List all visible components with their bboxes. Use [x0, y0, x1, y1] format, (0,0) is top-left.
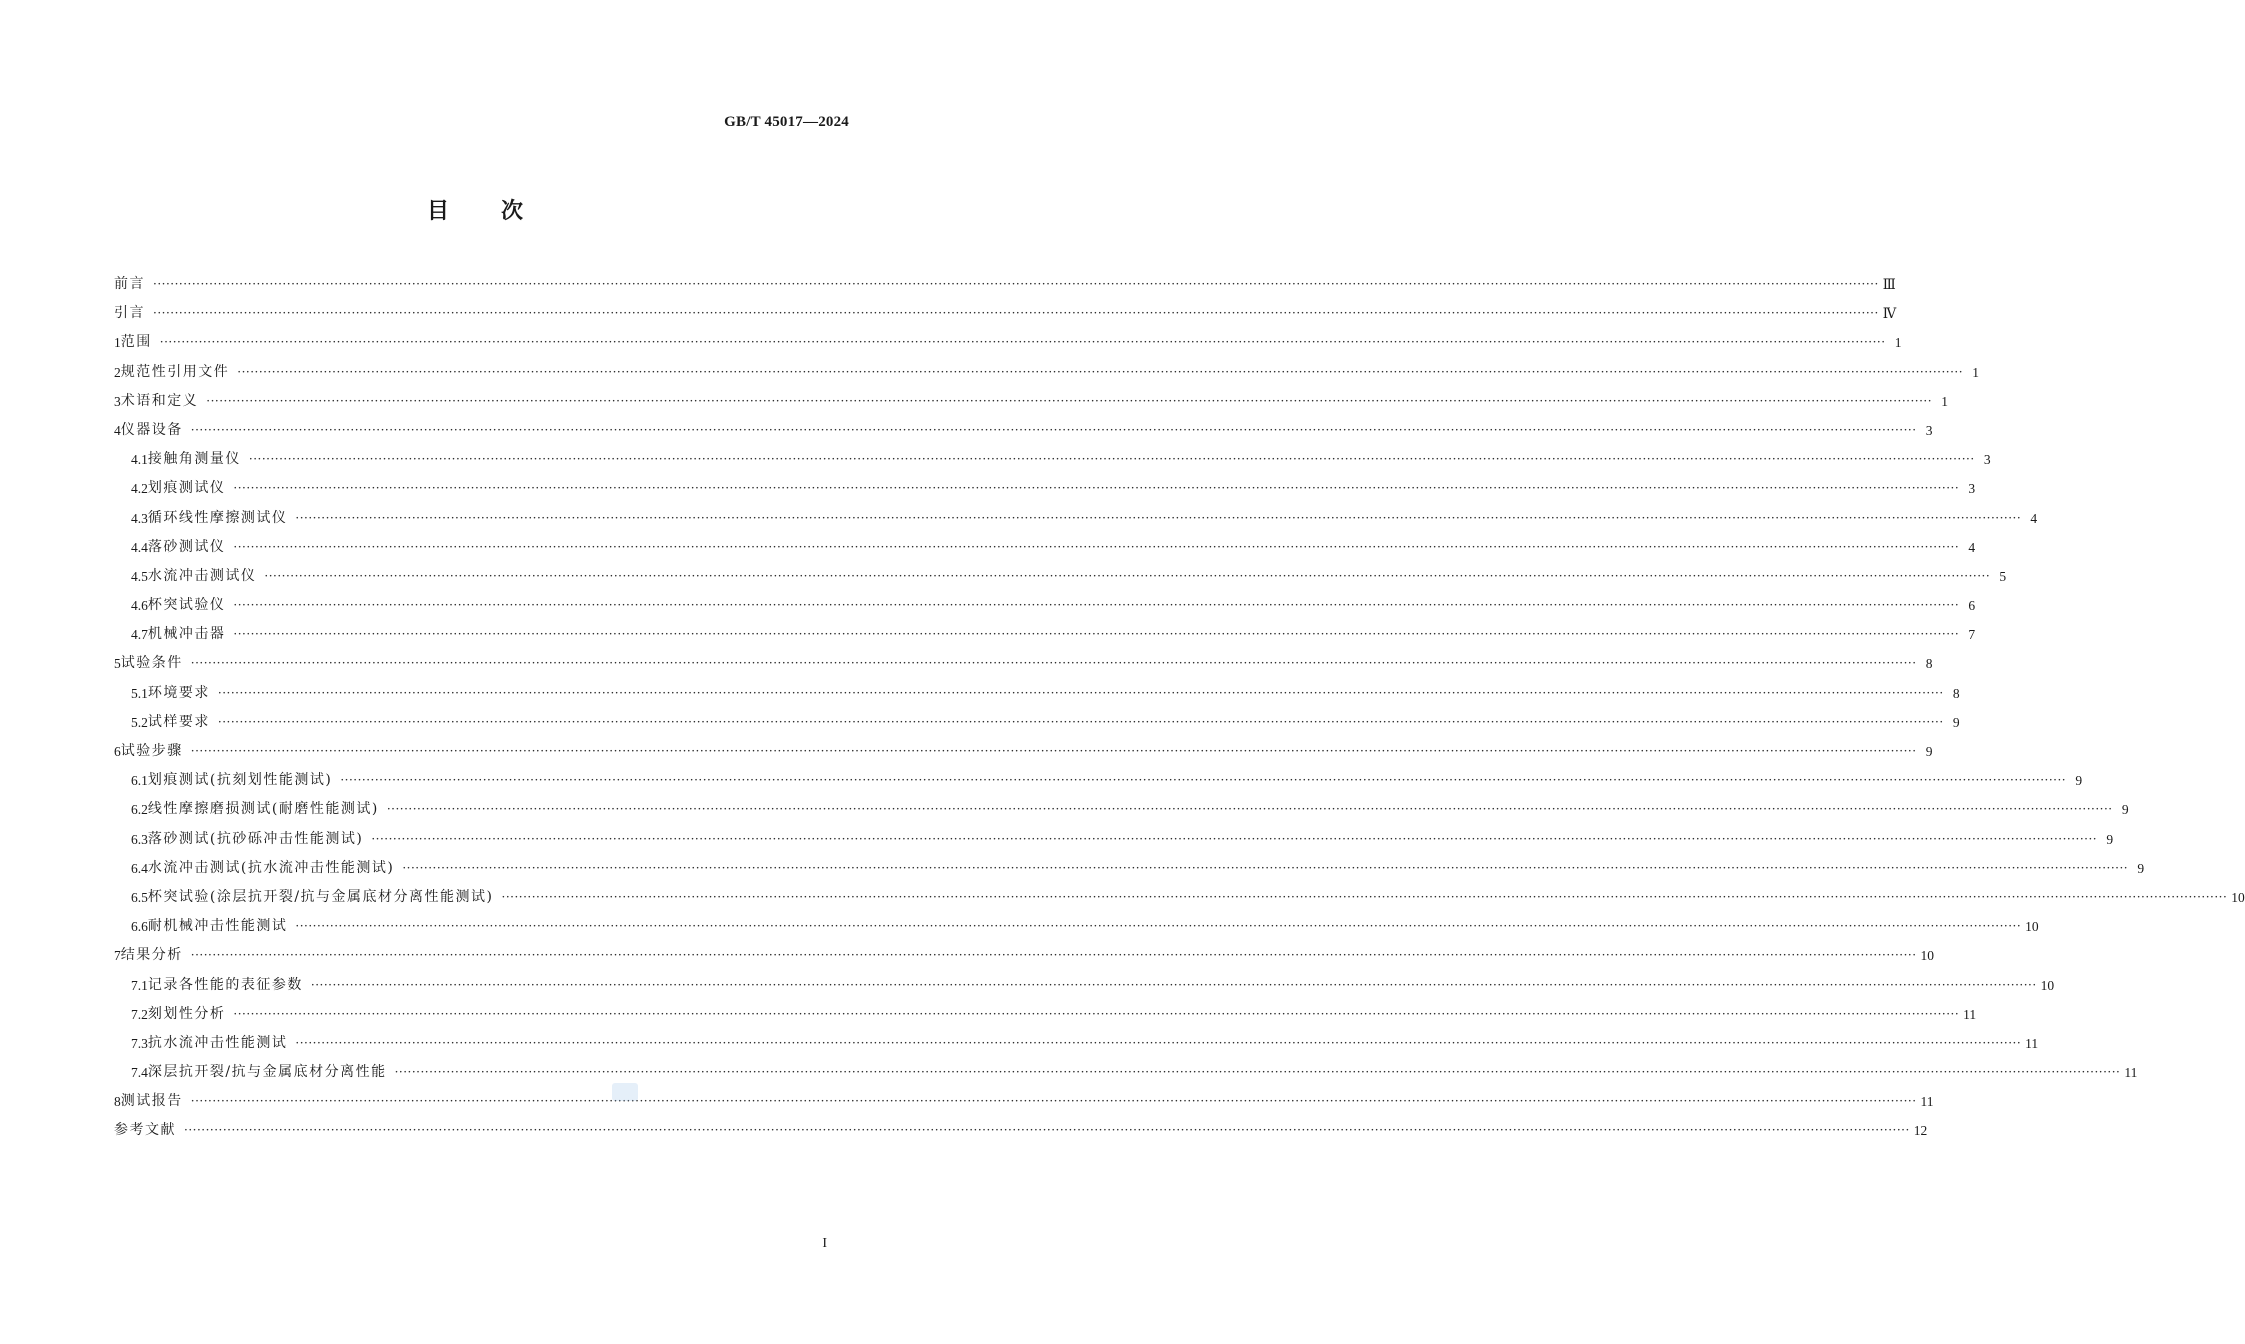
toc-entry[interactable] — [114, 445, 1991, 474]
toc-entry-page: 3 — [1983, 452, 1991, 468]
toc-entry-label: 参考文献 — [114, 1122, 176, 1139]
toc-leader-dots: ················································································································································································································································································································································································································ — [310, 977, 2037, 992]
toc-leader-dots: ················································································································································································································································································································································································································ — [217, 714, 1944, 729]
toc-entry-number: 1 — [114, 335, 121, 351]
toc-leader-dots: ················································································································································································································································································································································································································ — [295, 510, 2022, 525]
toc-leader-dots: ················································································································································································································································································································································································································ — [190, 1094, 1917, 1109]
toc-entry[interactable] — [114, 270, 1896, 299]
toc-entry-label: 前言 — [114, 276, 145, 292]
toc-entry[interactable] — [114, 737, 1933, 766]
toc-entry[interactable] — [114, 708, 1960, 737]
toc-entry-label: 划痕测试(抗刻划性能测试) — [147, 772, 333, 789]
toc-entry-number: 7.3 — [131, 1035, 148, 1051]
toc-entry-label: 落砂测试(抗砂砾冲击性能测试) — [147, 830, 364, 847]
toc-entry-page: 3 — [1968, 481, 1976, 497]
toc-entry-label: 结果分析 — [120, 947, 183, 964]
toc-leader-dots: ················································································································································································································································································································································································································ — [295, 1035, 2022, 1050]
toc-entry[interactable] — [114, 649, 1933, 678]
page-number: I — [822, 1236, 827, 1251]
toc-leader-dots: ················································································································································································································································································································································································································ — [190, 744, 1917, 758]
toc-leader-dots: ················································································································································································································································································································································································································ — [501, 889, 2228, 904]
toc-leader-dots: ················································································································································································································································································································································································································ — [159, 335, 1886, 350]
toc-entry-page: 1 — [1941, 393, 1949, 409]
toc-entry-label: 引言 — [114, 305, 145, 322]
toc-entry-page: 5 — [1999, 568, 2007, 584]
toc-entry[interactable] — [114, 1058, 2138, 1087]
toc-entry-label: 耐机械冲击性能测试 — [147, 918, 288, 935]
toc-entry-number: 8 — [114, 1094, 121, 1110]
toc-entry-page: 9 — [2137, 860, 2145, 876]
toc-entry-label: 术语和定义 — [120, 392, 199, 409]
toc-leader-dots: ················································································································································································································································································································································································································ — [394, 1065, 2121, 1080]
toc-entry[interactable] — [114, 591, 1976, 620]
toc-leader-dots: ················································································································································································································································································································································································································ — [217, 685, 1944, 700]
toc-entry-label: 落砂测试仪 — [147, 538, 226, 555]
toc-leader-dots: ················································································································································································································································································································································································································ — [233, 598, 1960, 613]
toc-entry[interactable] — [114, 416, 1933, 445]
toc-entry[interactable] — [114, 562, 2007, 591]
toc-entry-label: 记录各性能的表征参数 — [147, 976, 303, 993]
toc-leader-dots: ················································································································································································································································································································································································································ — [233, 1006, 1960, 1021]
toc-entry-number: 7.2 — [131, 1006, 148, 1022]
toc-entry-label: 杯突试验(涂层抗开裂/抗与金属底材分离性能测试) — [147, 888, 494, 905]
toc-entry-page: 10 — [2040, 977, 2055, 993]
toc-entry-page: 10 — [1920, 948, 1935, 964]
toc-entry-label: 抗水流冲击性能测试 — [147, 1034, 288, 1051]
toc-leader-dots: ················································································································································································································································································································································································································ — [190, 948, 1917, 963]
toc-entry[interactable] — [114, 299, 1897, 328]
toc-leader-dots: ················································································································································································································································································································································································································ — [184, 1123, 1910, 1138]
toc-entry[interactable] — [114, 679, 1960, 708]
toc-leader-dots: ················································································································································································································································································································································································································ — [233, 539, 1960, 554]
toc-leader-dots: ················································································································································································································································································································································································································ — [402, 860, 2129, 875]
toc-entry-label: 环境要求 — [147, 684, 210, 701]
toc-entry[interactable] — [114, 328, 1902, 357]
toc-entry-number: 7.4 — [131, 1065, 148, 1081]
toc-entry[interactable] — [114, 474, 1976, 503]
toc-entry-page: 9 — [1925, 744, 1933, 759]
toc-entry-number: 6.1 — [131, 773, 148, 789]
toc-entry-label: 水流冲击测试(抗水流冲击性能测试) — [147, 859, 395, 876]
toc-entry-number: 6.3 — [131, 831, 148, 847]
toc-entry[interactable] — [114, 883, 2245, 912]
toc-entry[interactable] — [114, 504, 2038, 533]
toc-leader-dots: ················································································································································································································································································································································································································ — [233, 627, 1960, 642]
toc-entry[interactable] — [114, 1000, 1977, 1029]
toc-entry-label: 线性摩擦磨损测试(耐磨性能测试) — [147, 801, 379, 818]
toc-entry[interactable] — [114, 941, 1935, 970]
toc-entry-page: 12 — [1913, 1123, 1928, 1139]
toc-entry[interactable] — [114, 795, 2129, 824]
toc-entry-label: 划痕测试仪 — [147, 480, 226, 497]
toc-entry-page: 9 — [2075, 773, 2083, 789]
toc-entry-page: 11 — [1963, 1006, 1977, 1022]
toc-entry[interactable] — [114, 971, 2055, 1000]
toc-entry-page: 9 — [1952, 714, 1960, 730]
toc-title-right: 次 — [501, 199, 524, 224]
toc-entry[interactable] — [114, 1087, 1934, 1116]
toc-entry[interactable] — [114, 825, 2114, 854]
toc-entry-number: 4.5 — [131, 568, 148, 584]
toc-entry-page: 10 — [2231, 889, 2245, 905]
toc-entry-page: 1 — [1972, 364, 1980, 380]
toc-entry-page: 6 — [1968, 598, 1976, 614]
toc-entry[interactable] — [114, 358, 1980, 387]
toc-entry-page: 4 — [1968, 539, 1976, 555]
toc-entry[interactable] — [114, 533, 1976, 562]
toc-entry-label: 接触角测量仪 — [147, 451, 241, 468]
toc-entry-page: 11 — [2025, 1035, 2039, 1051]
toc-entry-page: 7 — [1968, 627, 1976, 643]
toc-entry[interactable] — [114, 1029, 2039, 1058]
toc-entry-number: 4.3 — [131, 510, 148, 526]
toc-leader-dots: ················································································································································································································································································································································································································ — [264, 568, 1991, 583]
toc-entry-number: 5.2 — [131, 714, 148, 730]
toc-entry[interactable] — [114, 387, 1949, 416]
toc-entry-number: 3 — [114, 393, 121, 409]
toc-entry-number: 7 — [114, 948, 121, 964]
toc-entry-number: 4.2 — [131, 481, 148, 497]
toc-entry-number: 4.6 — [131, 598, 148, 614]
toc-entry[interactable] — [114, 766, 2083, 795]
toc-entry-page: 10 — [2025, 919, 2039, 935]
toc-entry-page: 3 — [1925, 422, 1933, 438]
toc-leader-dots: ················································································································································································································································································································································································································ — [295, 919, 2022, 934]
toc-leader-dots: ················································································································································································································································································································································································································ — [153, 306, 1879, 321]
toc-entry[interactable] — [114, 620, 1976, 649]
toc-entry-number: 4.7 — [131, 627, 148, 643]
toc-entry-page: 4 — [2030, 510, 2038, 526]
toc-entry-label: 循环线性摩擦测试仪 — [147, 509, 288, 526]
toc-leader-dots: ················································································································································································································································································································································································································ — [206, 393, 1933, 408]
toc-entry-number: 5 — [114, 656, 121, 672]
watermark-logo — [612, 1083, 638, 1101]
toc-entry-label: 试验条件 — [120, 655, 183, 672]
toc-entry-number: 2 — [114, 364, 121, 380]
toc-leader-dots: ················································································································································································································································································································································································································ — [233, 481, 1960, 496]
toc-entry-label: 试验步骤 — [120, 743, 183, 759]
toc-entry-label: 规范性引用文件 — [120, 363, 230, 380]
toc-entry-label: 仪器设备 — [120, 421, 183, 438]
toc-entry-number: 4 — [114, 422, 121, 438]
toc-entry-label: 范围 — [120, 334, 152, 351]
toc-entry-page: 11 — [2124, 1065, 2138, 1081]
toc-entry-page: 8 — [1925, 656, 1933, 672]
toc-title — [0, 194, 950, 225]
toc-leader-dots: ················································································································································································································································································································································································································ — [153, 277, 1879, 291]
toc-entry-label: 机械冲击器 — [147, 626, 226, 643]
toc-entry[interactable] — [114, 912, 2039, 941]
toc-entry-page: Ⅲ — [1882, 277, 1896, 292]
toc-leader-dots: ················································································································································································································································································································································································································ — [190, 656, 1917, 671]
toc-entry-page: 8 — [1952, 685, 1960, 701]
table-of-contents — [114, 270, 2245, 1146]
toc-leader-dots: ················································································································································································································································································································································································································ — [190, 422, 1917, 437]
toc-leader-dots: ················································································································································································································································································································································································································ — [248, 452, 1975, 467]
toc-entry-page: 11 — [1920, 1094, 1934, 1110]
toc-entry-number: 5.1 — [131, 685, 148, 701]
toc-entry-page: 9 — [2106, 831, 2114, 847]
toc-entry-number: 4.4 — [131, 539, 148, 555]
toc-entry-label: 测试报告 — [120, 1093, 183, 1110]
toc-entry-number: 6.6 — [131, 919, 148, 935]
standard-number: GB/T 45017—2024 — [724, 114, 849, 130]
toc-entry-number: 7.1 — [131, 977, 148, 993]
toc-title-left: 目 — [426, 199, 449, 224]
toc-entry-page: 1 — [1894, 335, 1902, 351]
toc-entry-number: 6.5 — [131, 889, 148, 905]
toc-entry-page: 9 — [2121, 802, 2129, 818]
toc-leader-dots: ················································································································································································································································································································································································································ — [386, 802, 2113, 817]
toc-entry-label: 水流冲击测试仪 — [147, 567, 257, 584]
toc-entry-number: 6.2 — [131, 802, 148, 818]
toc-entry[interactable] — [114, 854, 2145, 883]
toc-leader-dots: ················································································································································································································································································································································································································ — [237, 364, 1964, 379]
toc-entry-label: 深层抗开裂/抗与金属底材分离性能 — [147, 1064, 387, 1081]
toc-entry-label: 杯突试验仪 — [147, 597, 226, 614]
toc-leader-dots: ················································································································································································································································································································································································································ — [371, 831, 2098, 846]
toc-entry-number: 4.1 — [131, 452, 148, 468]
toc-entry-number: 6.4 — [131, 860, 148, 876]
toc-entry-label: 试样要求 — [147, 713, 210, 730]
toc-entry[interactable] — [114, 1116, 1928, 1145]
toc-leader-dots: ················································································································································································································································································································································································································ — [340, 773, 2067, 788]
toc-entry-page: Ⅳ — [1882, 306, 1897, 322]
toc-entry-label: 刻划性分析 — [147, 1005, 226, 1022]
toc-entry-number: 6 — [114, 744, 121, 759]
